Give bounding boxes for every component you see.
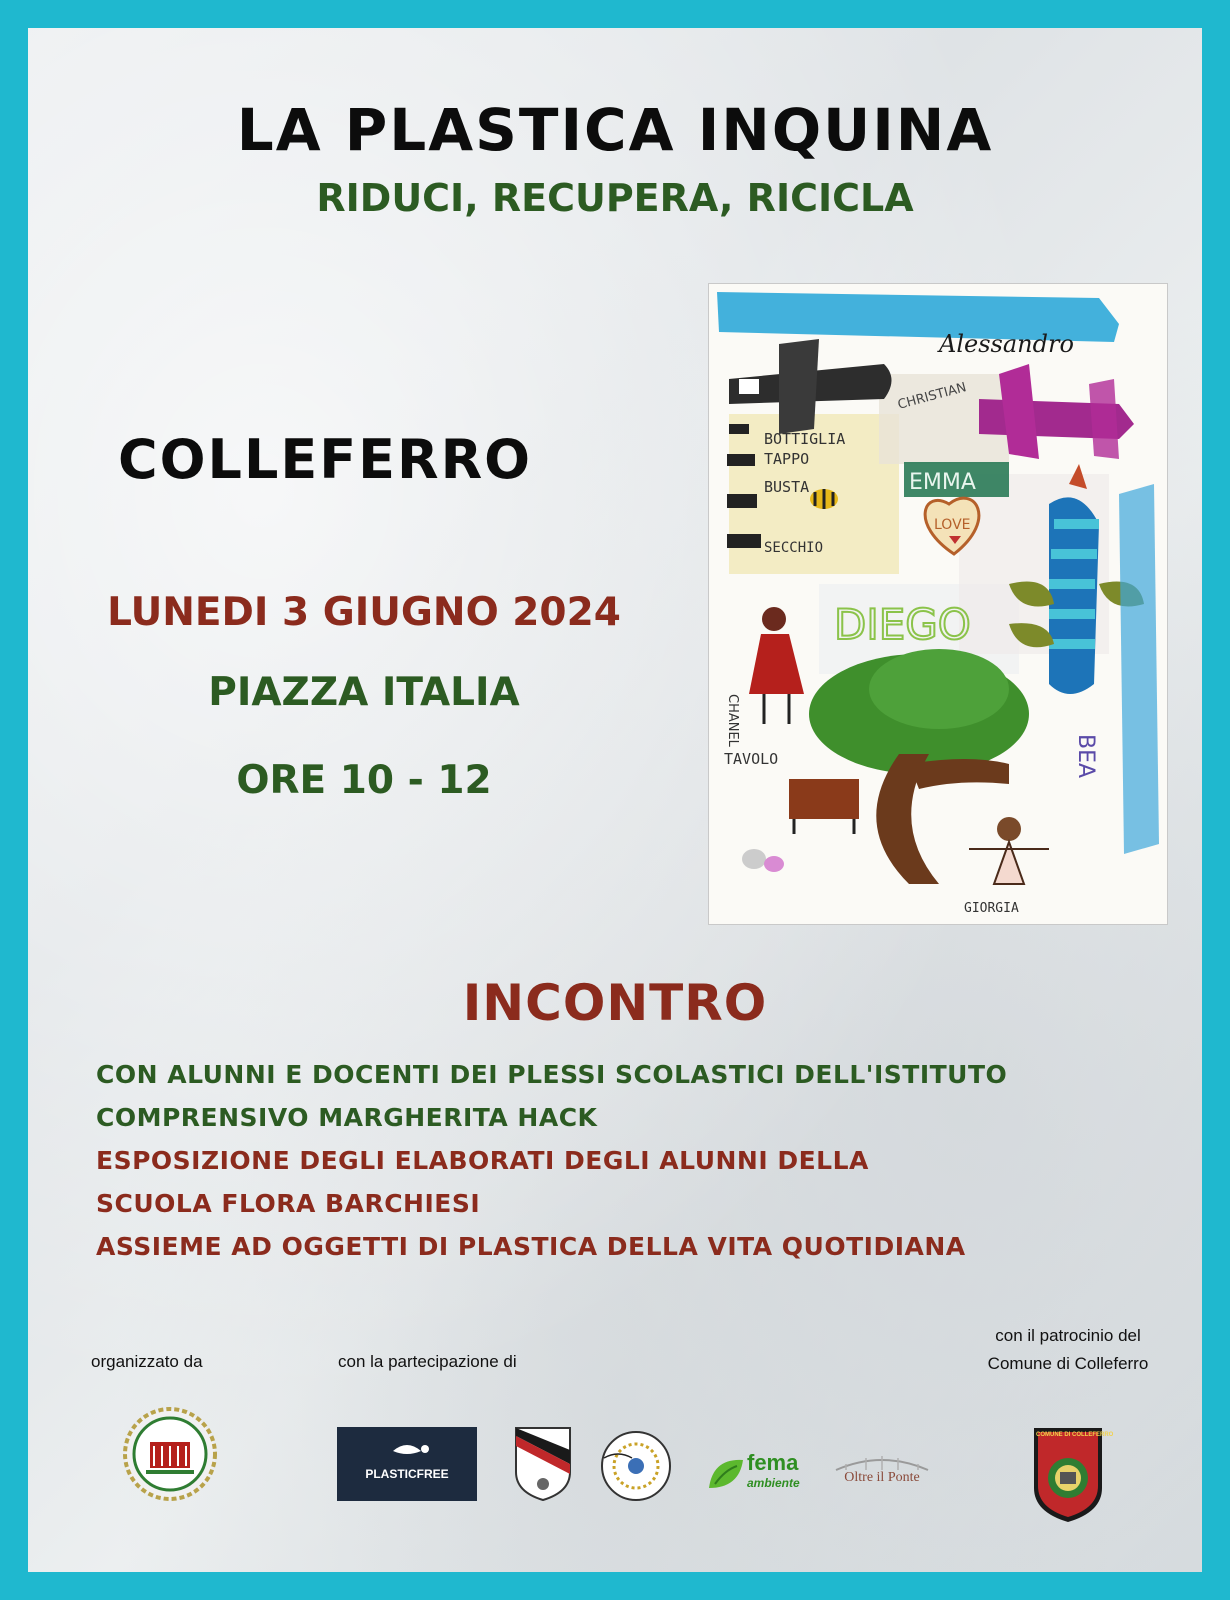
organized-by-label: organizzato da <box>91 1352 203 1371</box>
comune-colleferro-shield <box>1030 1422 1114 1526</box>
oltre-il-ponte-text: Oltre il Ponte <box>844 1470 920 1485</box>
poster <box>28 28 1202 1572</box>
drawing-name-chanel: CHANEL <box>725 694 740 747</box>
event-date: LUNEDI 3 GIUGNO 2024 <box>107 590 621 635</box>
poster-title: LA PLASTICA INQUINA <box>236 96 994 164</box>
drawing-name-bea: BEA <box>1073 734 1098 779</box>
drawing-art <box>709 284 1167 924</box>
drawing-name-love: LOVE <box>934 517 971 533</box>
fema-logo-subtext: ambiente <box>747 1476 800 1490</box>
children-drawing <box>708 283 1168 925</box>
school-shield-logo <box>512 1424 574 1502</box>
meeting-line-1: CON ALUNNI E DOCENTI DEI PLESSI SCOLASTICI DELL'ISTITUTO <box>96 1060 1008 1089</box>
meeting-line-3: ESPOSIZIONE DEGLI ELABORATI DEGLI ALUNNI DELLA <box>96 1146 869 1175</box>
organizer-logo <box>122 1406 218 1502</box>
meeting-line-4: SCUOLA FLORA BARCHIESI <box>96 1189 481 1218</box>
event-time: ORE 10 - 12 <box>236 758 492 803</box>
event-place: PIAZZA ITALIA <box>208 670 520 715</box>
poster-subtitle: RIDUCI, RECUPERA, RICICLA <box>316 176 914 220</box>
meeting-line-5: ASSIEME AD OGGETTI DI PLASTICA DELLA VITA QUOTIDIANA <box>96 1232 966 1261</box>
drawing-name-busta: BUSTA <box>764 478 810 496</box>
drawing-name-bottiglia: BOTTIGLIA <box>764 430 846 448</box>
patronage-line-1: con il patrocinio del <box>995 1326 1141 1345</box>
drawing-name-diego: DIEGO <box>834 600 971 649</box>
drawing-name-alessandro: Alessandro <box>939 330 1074 358</box>
drawing-name-tappo: TAPPO <box>764 450 810 468</box>
patronage-line-2: Comune di Colleferro <box>987 1354 1149 1373</box>
meeting-heading: INCONTRO <box>462 974 768 1032</box>
istituto-comprensivo-logo <box>598 1428 674 1504</box>
drawing-name-christian: CHRISTIAN <box>896 380 969 413</box>
oltre-il-ponte-logo <box>826 1452 938 1496</box>
participation-label: con la partecipazione di <box>338 1352 517 1371</box>
plasticfree-logo <box>337 1427 477 1501</box>
drawing-name-tavolo: TAVOLO <box>724 750 779 768</box>
comune-shield-banner: COMUNE DI COLLEFERRO <box>1036 1432 1114 1438</box>
fema-ambiente-logo <box>703 1448 813 1508</box>
fema-logo-text: fema <box>747 1450 799 1475</box>
plasticfree-logo-text: PLASTICFREE <box>365 1467 449 1481</box>
drawing-name-giorgia: GIORGIA <box>964 901 1019 916</box>
event-city: COLLEFERRO <box>118 428 533 491</box>
drawing-name-emma: EMMA <box>909 470 976 495</box>
drawing-name-secchio: SECCHIO <box>764 540 824 556</box>
meeting-line-2: COMPRENSIVO MARGHERITA HACK <box>96 1103 598 1132</box>
